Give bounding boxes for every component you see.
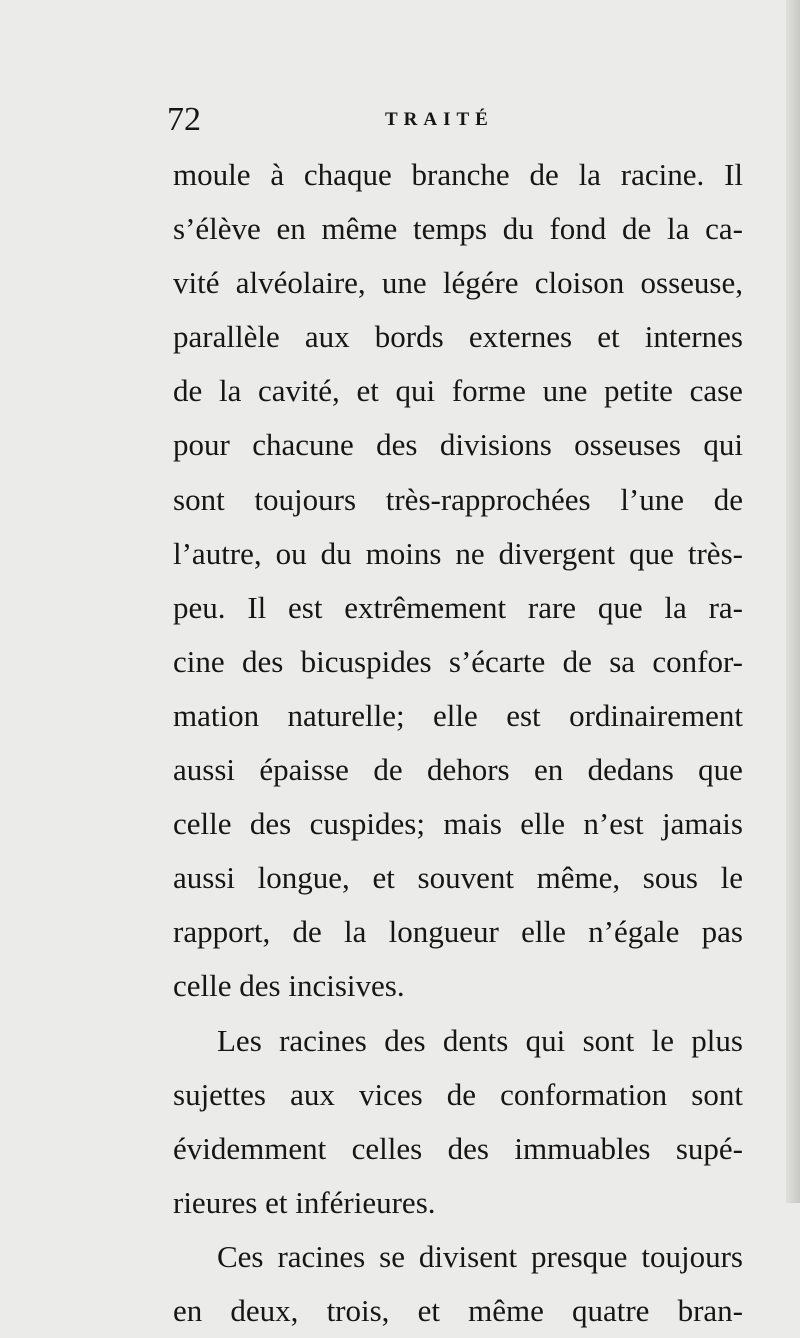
word: en (276, 211, 306, 247)
word: se (379, 1238, 405, 1274)
word: racines (279, 1022, 367, 1058)
word: divergent (498, 535, 616, 571)
word: longue, (257, 860, 350, 896)
word: pas (701, 914, 743, 950)
word: conformation (500, 1076, 668, 1112)
word: presque (531, 1238, 628, 1274)
word: de (713, 481, 743, 517)
word: des (384, 1022, 426, 1058)
word: et (356, 373, 379, 409)
word: que (698, 752, 743, 788)
word: la (218, 373, 242, 409)
word: n’égale (588, 914, 680, 950)
word: s’écarte (448, 643, 546, 679)
word: longueur (388, 914, 499, 950)
word: racines (277, 1238, 366, 1274)
word: du (502, 211, 534, 247)
word: bicuspides (300, 643, 432, 679)
text-line (173, 256, 743, 310)
word: celle (173, 806, 232, 842)
word: la (666, 211, 690, 247)
word: forme (451, 373, 526, 409)
word: est (288, 589, 323, 625)
word: Il (724, 157, 743, 192)
word: Les (217, 1022, 262, 1058)
word: des (249, 806, 292, 842)
word: l’une (620, 481, 685, 517)
word: la (344, 914, 367, 950)
word: le (651, 1022, 674, 1058)
word: légére (442, 265, 519, 301)
word: ou (275, 535, 307, 571)
word: cine (173, 643, 225, 679)
word: et (372, 860, 395, 896)
word: Ces (217, 1238, 264, 1274)
word: celles (351, 1130, 423, 1166)
word: immuables (514, 1130, 651, 1166)
page-header (167, 100, 727, 140)
text-line (173, 905, 743, 959)
word: de (562, 643, 592, 679)
word: cuspides; (309, 806, 425, 842)
word: osseuses (574, 427, 681, 463)
word: mais (443, 806, 502, 842)
word: Il (247, 589, 267, 625)
word: même, (536, 860, 621, 896)
word: que (629, 535, 674, 571)
text-line (173, 851, 743, 905)
word: dents (442, 1022, 509, 1058)
page-edge (786, 0, 800, 1203)
word: même (321, 211, 398, 247)
word: aussi (173, 752, 235, 788)
word: ra- (708, 589, 743, 625)
word: petite (604, 373, 673, 409)
text-line (173, 689, 743, 743)
word: dehors (426, 752, 510, 788)
word: de (173, 373, 203, 409)
word: épaisse (259, 752, 349, 788)
paragraph-start-line (173, 1230, 743, 1284)
word: des (376, 427, 418, 463)
word: des (447, 1130, 489, 1166)
word: inférieures. (295, 1184, 436, 1220)
word: sujettes (173, 1076, 266, 1112)
word: supé- (675, 1130, 743, 1166)
word: et (265, 1184, 288, 1220)
word: sont (691, 1076, 743, 1112)
word: moins (365, 535, 442, 571)
text-line (173, 1122, 743, 1176)
word: de (373, 752, 403, 788)
word: sous (642, 860, 698, 896)
word: très-rapprochées (385, 481, 591, 517)
text-line (173, 364, 743, 418)
word: case (689, 373, 743, 409)
word: branche (411, 157, 510, 192)
word: bran- (677, 1292, 743, 1328)
word: n’est (583, 806, 644, 842)
word: rare (527, 589, 577, 625)
word: et (417, 1292, 440, 1328)
word: fond (549, 211, 607, 247)
page-number: 72 (167, 101, 201, 138)
word: chaque (303, 157, 392, 192)
word: aussi (173, 860, 235, 896)
word: divisent (418, 1238, 518, 1274)
word: sont (173, 481, 225, 517)
word: qui (525, 1022, 566, 1058)
word: ne (455, 535, 485, 571)
word: toujours (641, 1238, 743, 1274)
word: elle (520, 806, 566, 842)
text-line (173, 310, 743, 364)
word: le (720, 860, 743, 896)
word: jamais (662, 806, 743, 842)
text-line (173, 959, 743, 1013)
word: des (239, 968, 281, 1004)
word: s’élève (173, 211, 261, 247)
body-text (173, 148, 743, 1338)
word: cloison (534, 265, 625, 301)
word: qui (703, 427, 743, 463)
word: sont (582, 1022, 635, 1058)
word: confor- (652, 643, 743, 679)
word: de (622, 211, 652, 247)
word: deux, (230, 1292, 299, 1328)
word: des (241, 643, 284, 679)
word: même (468, 1292, 544, 1328)
word: plus (691, 1022, 743, 1058)
word: évidemment (173, 1130, 327, 1166)
running-title: TRAITÉ (385, 109, 494, 130)
word: aux (290, 1076, 335, 1112)
word: elle (433, 697, 478, 733)
word: temps (412, 211, 488, 247)
text-line (173, 635, 743, 689)
word: divisions (439, 427, 552, 463)
word: internes (644, 319, 743, 355)
word: et (597, 319, 620, 355)
word: ca- (705, 211, 743, 247)
text-line (173, 202, 743, 256)
word: une (381, 265, 427, 301)
word: moule (173, 157, 251, 192)
text-line (173, 473, 743, 527)
word: la (578, 157, 601, 192)
word: souvent (417, 860, 514, 896)
word: en (534, 752, 564, 788)
word: que (597, 589, 643, 625)
text-line (173, 1068, 743, 1122)
paragraph-start-line (173, 1014, 743, 1068)
word: sa (609, 643, 636, 679)
text-line (173, 797, 743, 851)
word: à (270, 157, 285, 192)
word: bords (374, 319, 444, 355)
word: alvéolaire, (235, 265, 366, 301)
text-line (173, 1284, 743, 1338)
word: trois, (326, 1292, 390, 1328)
word: toujours (254, 481, 357, 517)
word: la (664, 589, 687, 625)
word: incisives. (288, 968, 405, 1004)
word: celle (173, 968, 232, 1004)
word: de (292, 914, 322, 950)
word: aux (304, 319, 350, 355)
word: pour (173, 427, 230, 463)
word: vices (358, 1076, 423, 1112)
text-line (173, 743, 743, 797)
text-line (173, 148, 743, 202)
word: l’autre, (173, 535, 262, 571)
word: vité (173, 265, 220, 301)
word: elle (521, 914, 566, 950)
word: en (173, 1292, 203, 1328)
word: très- (687, 535, 743, 571)
text-line (173, 527, 743, 581)
word: une (542, 373, 588, 409)
word: peu. (173, 589, 226, 625)
text-line (173, 418, 743, 472)
word: rieures (173, 1184, 258, 1220)
word: ordinairement (569, 697, 743, 733)
word: est (506, 697, 541, 733)
word: du (320, 535, 352, 571)
word: dedans (587, 752, 674, 788)
word: naturelle; (287, 697, 405, 733)
text-line (173, 581, 743, 635)
word: rapport, (173, 914, 271, 950)
word: quatre (571, 1292, 650, 1328)
word: parallèle (173, 319, 280, 355)
word: de (529, 157, 559, 192)
word: qui (395, 373, 436, 409)
word: cavité, (258, 373, 340, 409)
word: externes (468, 319, 573, 355)
word: mation (173, 697, 260, 733)
word: racine. (620, 157, 705, 192)
word: extrêmement (344, 589, 507, 625)
word: chacune (252, 427, 354, 463)
word: osseuse, (640, 265, 743, 301)
word: de (446, 1076, 477, 1112)
